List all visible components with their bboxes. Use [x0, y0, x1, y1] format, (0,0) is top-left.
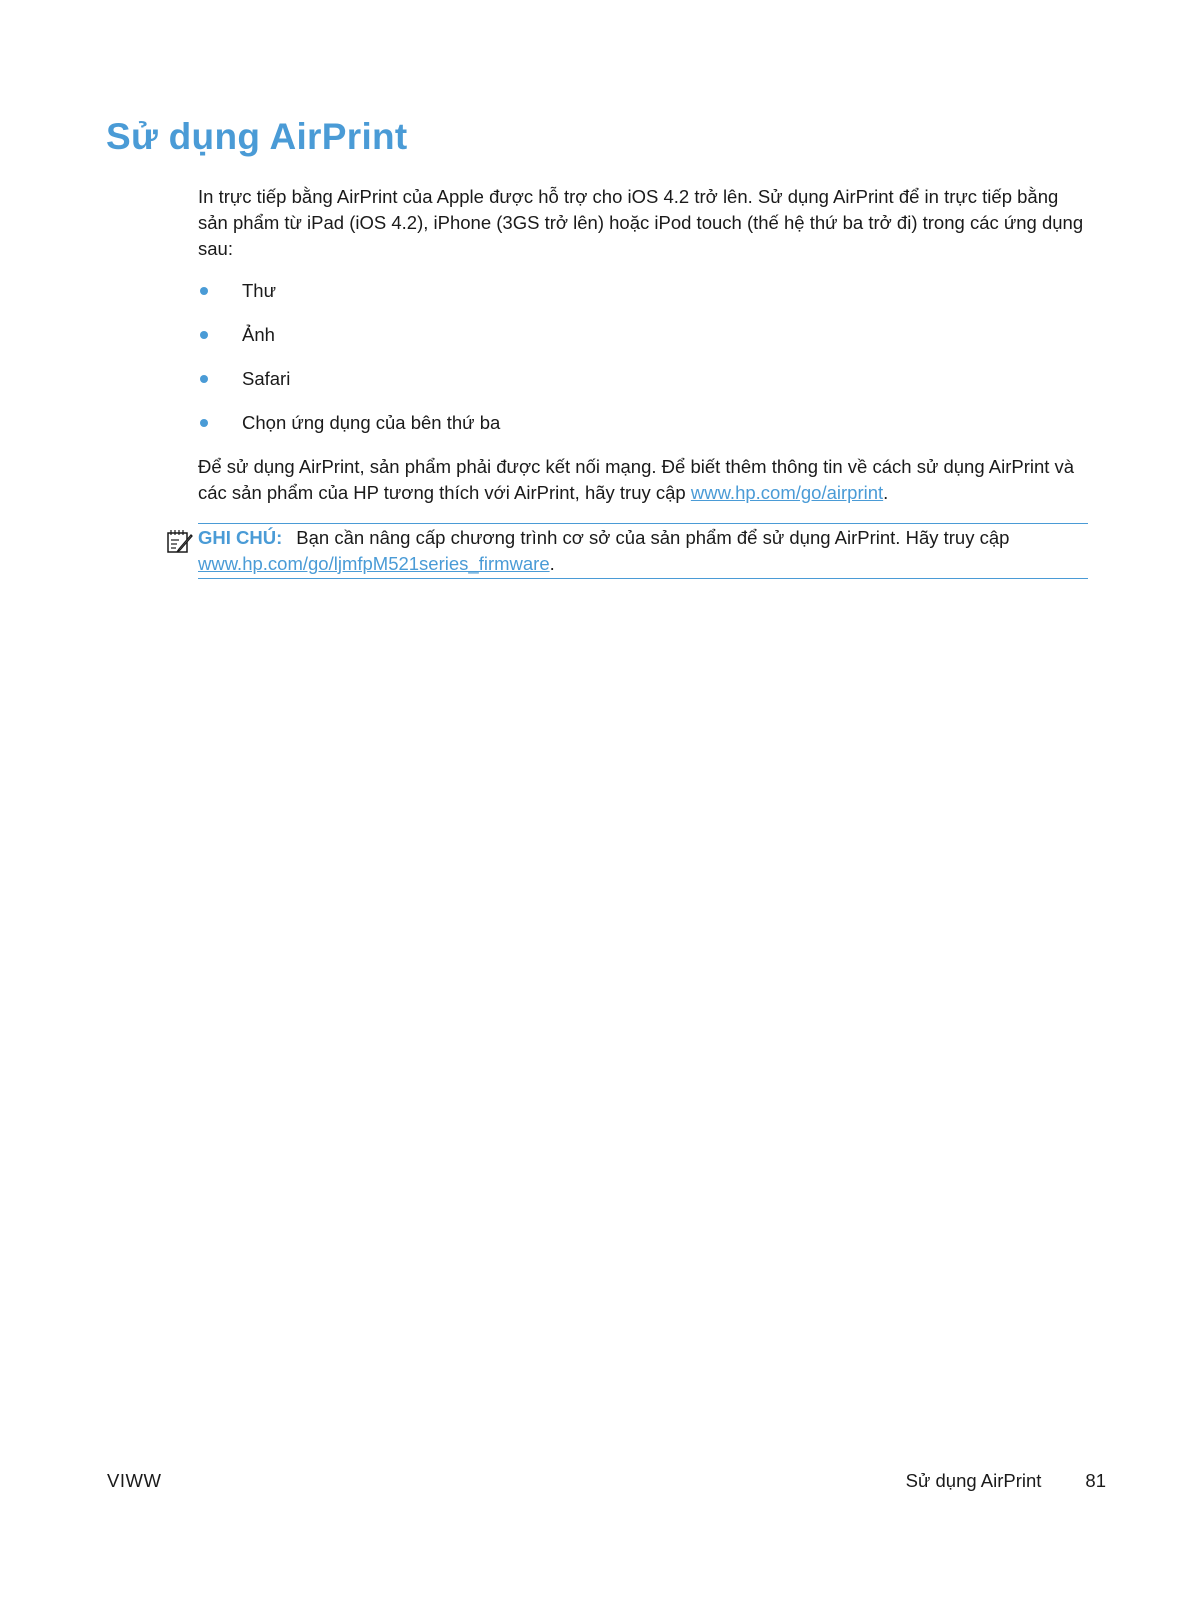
list-item [198, 410, 1088, 436]
list-item [198, 322, 1088, 348]
list-item-label: Ảnh [242, 324, 275, 345]
footer-locale: VIWW [107, 1470, 162, 1491]
intro-paragraph: In trực tiếp bằng AirPrint của Apple được hỗ trợ cho iOS 4.2 trở lên. Sử dụng AirPrint để in trực tiếp bằng sản phẩm từ iPad (iOS 4.2), iPhone (3GS trở lên) hoặc iPod touch (thế hệ thứ ba trở đi) trong các ứng dụng sau: [198, 186, 1084, 259]
page-title: Sử dụng AirPrint [106, 116, 408, 157]
page-number: 81 [1085, 1470, 1106, 1491]
body-content [198, 184, 1088, 506]
note-box [198, 523, 1088, 579]
footer-section-title: Sử dụng AirPrint [905, 1470, 1042, 1491]
airprint-link[interactable]: www.hp.com/go/airprint [690, 482, 884, 503]
bullet-icon [200, 287, 208, 295]
list-item [198, 366, 1088, 392]
bullet-icon [200, 419, 208, 427]
airprint-info-text: Để sử dụng AirPrint, sản phẩm phải được kết nối mạng. Để biết thêm thông tin về cách sử dụng AirPrint và các sản phẩm của HP tương thích với AirPrint, hãy truy cập [198, 456, 1075, 503]
note-text: Bạn cần nâng cấp chương trình cơ sở của sản phẩm để sử dụng AirPrint. Hãy truy cập [296, 527, 1010, 548]
bullet-icon [200, 375, 208, 383]
airprint-info-period: . [883, 482, 889, 503]
bullet-icon [200, 331, 208, 339]
note-label: GHI CHÚ: [198, 527, 283, 548]
note-period: . [549, 553, 555, 574]
list-item [198, 278, 1088, 304]
app-list [198, 278, 1088, 436]
airprint-info-paragraph [198, 454, 1088, 506]
footer-right [906, 1470, 1106, 1492]
list-item-label: Chọn ứng dụng của bên thứ ba [242, 412, 501, 433]
note-pencil-icon [166, 528, 194, 554]
firmware-link[interactable]: www.hp.com/go/ljmfpM521series_firmware [198, 553, 550, 574]
list-item-label: Thư [242, 280, 276, 301]
list-item-label: Safari [242, 368, 291, 389]
